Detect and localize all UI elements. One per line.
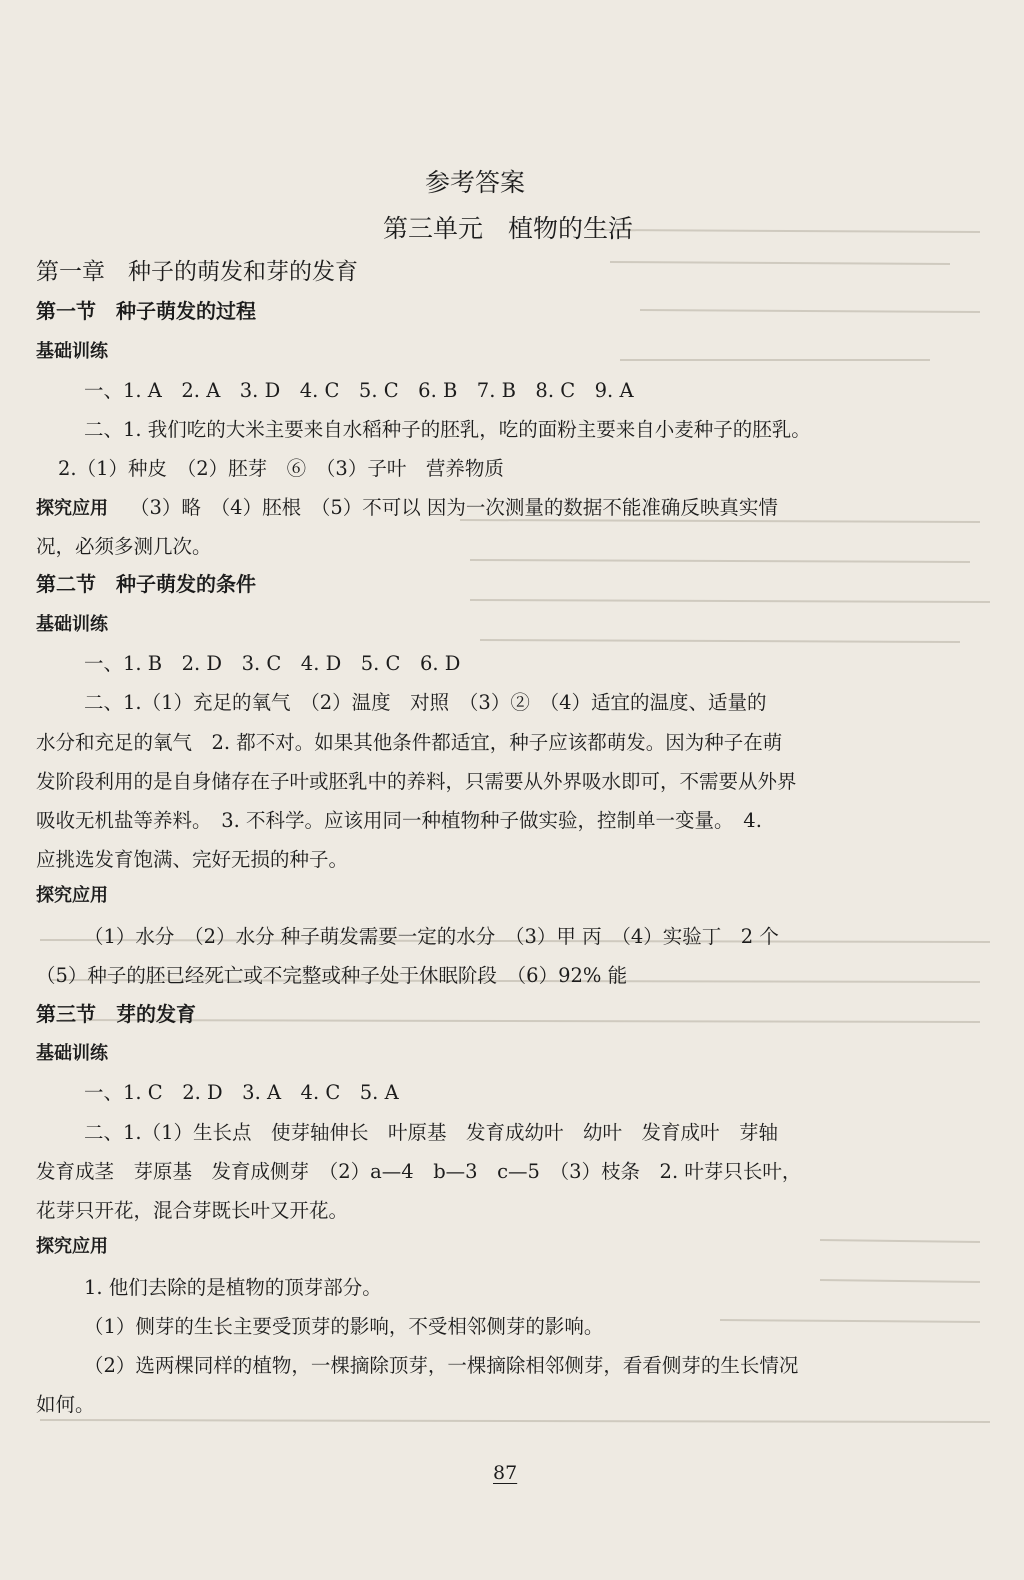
section-2-answer-line: 二、1.（1）充足的氧气 （2）温度 对照 （3）② （4）适宜的温度、适量的 bbox=[84, 691, 767, 714]
page-number: 87 bbox=[493, 1462, 518, 1484]
section-3-answer-line: 一、1. C 2. D 3. A 4. C 5. A bbox=[84, 1081, 399, 1104]
section-2-answer-line: 应挑选发育饱满、完好无损的种子。 bbox=[36, 848, 349, 871]
section-1-title: 第一节 种子萌发的过程 bbox=[36, 299, 256, 323]
section-3-basic-label: 基础训练 bbox=[36, 1043, 108, 1064]
section-2-explore-label: 探究应用 bbox=[36, 885, 108, 906]
section-3-explore-label: 探究应用 bbox=[36, 1236, 108, 1257]
section-2-basic-label: 基础训练 bbox=[36, 614, 108, 635]
page-title: 参考答案 bbox=[425, 168, 526, 197]
section-3-title: 第三节 芽的发育 bbox=[36, 1002, 196, 1026]
section-1-basic-label: 基础训练 bbox=[36, 341, 108, 362]
section-3-answer-line: 发育成茎 芽原基 发育成侧芽 （2）a—4 b—3 c—5 （3）枝条 2. 叶芽只长叶， bbox=[36, 1160, 802, 1183]
section-3-explore-line: 1. 他们去除的是植物的顶芽部分。 bbox=[84, 1276, 382, 1299]
section-2-answer-line: 吸收无机盐等养料。 3. 不科学。应该用同一种植物种子做实验，控制单一变量。 4. bbox=[36, 809, 762, 832]
section-2-answer-line: 发阶段利用的是自身储存在子叶或胚乳中的养料，只需要从外界吸水即可，不需要从外界 bbox=[36, 770, 797, 793]
section-3-answer-line: 花芽只开花，混合芽既长叶又开花。 bbox=[36, 1199, 349, 1222]
section-3-explore-line: （2）选两棵同样的植物，一棵摘除顶芽，一棵摘除相邻侧芽，看看侧芽的生长情况 bbox=[84, 1354, 799, 1377]
unit-title: 第三单元 植物的生活 bbox=[383, 214, 634, 243]
section-1-explore-line: 况，必须多测几次。 bbox=[36, 535, 212, 558]
section-3-answer-line: 二、1.（1）生长点 使芽轴伸长 叶原基 发育成幼叶 幼叶 发育成叶 芽轴 bbox=[84, 1121, 779, 1144]
section-3-explore-line: 如何。 bbox=[36, 1393, 95, 1416]
section-2-title: 第二节 种子萌发的条件 bbox=[36, 572, 256, 596]
section-1-answer-line: 二、1. 我们吃的大米主要来自水稻种子的胚乳，吃的面粉主要来自小麦种子的胚乳。 bbox=[84, 418, 811, 441]
section-2-answer-line: 水分和充足的氧气 2. 都不对。如果其他条件都适宜，种子应该都萌发。因为种子在萌 bbox=[36, 731, 783, 754]
section-2-answer-line: 一、1. B 2. D 3. C 4. D 5. C 6. D bbox=[84, 652, 461, 675]
chapter-title: 第一章 种子的萌发和芽的发育 bbox=[36, 259, 358, 285]
section-2-explore-line: （1）水分 （2）水分 种子萌发需要一定的水分 （3）甲 丙 （4）实验丁 2 个 bbox=[84, 925, 779, 948]
section-1-explore-line bbox=[36, 492, 778, 520]
section-2-explore-line: （5）种子的胚已经死亡或不完整或种子处于休眠阶段 （6）92% 能 bbox=[36, 964, 628, 987]
section-1-explore-text: （3）略 （4）胚根 （5）不可以 因为一次测量的数据不能准确反映真实情 bbox=[130, 496, 778, 519]
section-1-explore-label: 探究应用 bbox=[36, 498, 108, 519]
section-3-explore-line: （1）侧芽的生长主要受顶芽的影响，不受相邻侧芽的影响。 bbox=[84, 1315, 604, 1338]
section-1-answer-line: 2.（1）种皮 （2）胚芽 ⑥ （3）子叶 营养物质 bbox=[58, 457, 504, 480]
section-1-answer-line: 一、1. A 2. A 3. D 4. C 5. C 6. B 7. B 8. C 9. A bbox=[84, 379, 634, 402]
